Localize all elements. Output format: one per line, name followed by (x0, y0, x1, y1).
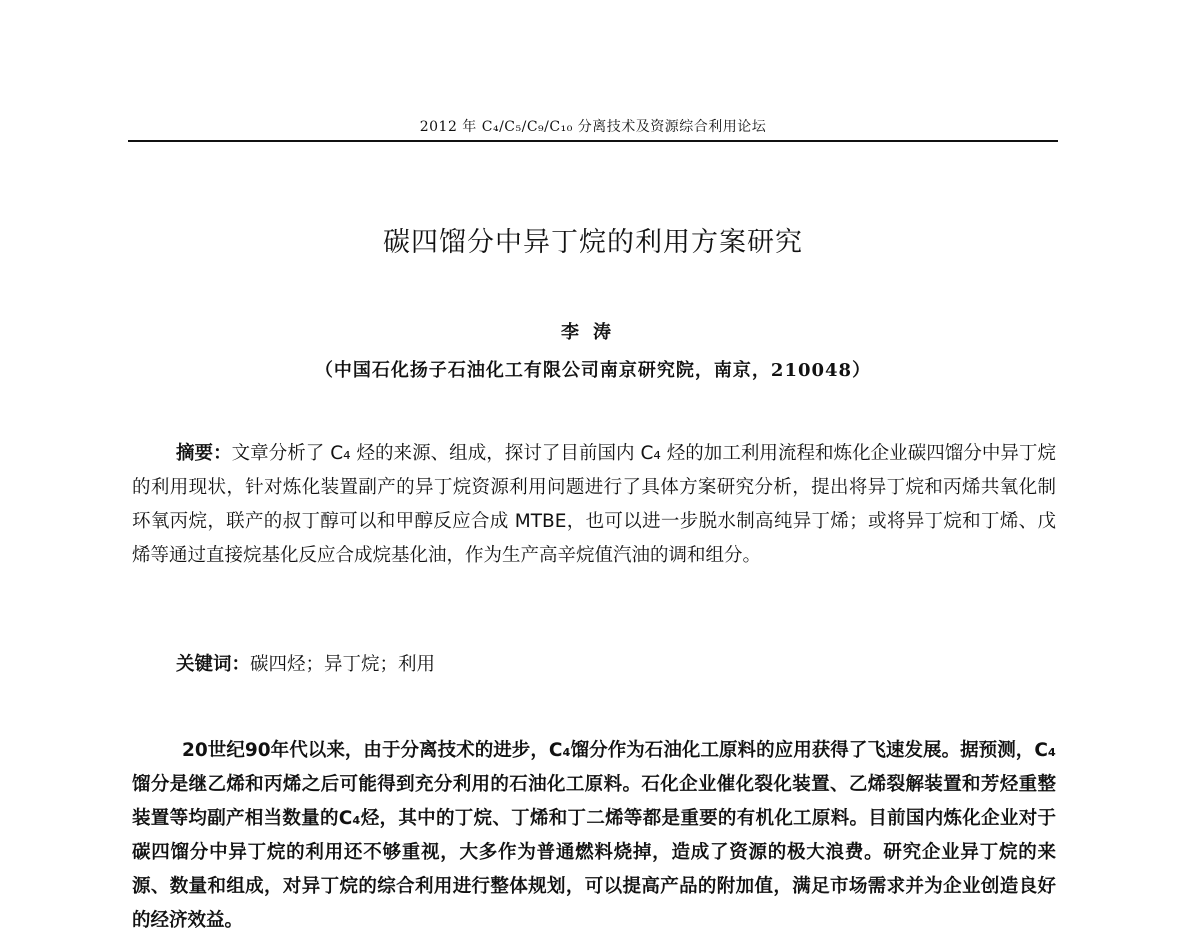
paper-title: 碳四馏分中异丁烷的利用方案研究 (383, 227, 803, 258)
running-header: 2012 年 C₄/C₅/C₉/C₁₀ 分离技术及资源综合利用论坛 (419, 119, 767, 135)
keywords-text: 碳四烃；异丁烷；利用 (250, 654, 436, 675)
author-affiliation: （中国石化扬子石油化工有限公司南京研究院，南京，210048） (314, 360, 872, 381)
keywords (132, 648, 1056, 682)
author-name: 李涛 (561, 322, 625, 343)
abstract (132, 437, 1056, 573)
keywords-label: 关键词： (176, 654, 251, 675)
abstract-text: 文章分析了 C₄ 烃的来源、组成，探讨了目前国内 C₄ 烃的加工利用流程和炼化企业碳四馏分中异丁烷的利用现状，针对炼化装置副产的异丁烷资源利用问题进行了具体方案研究分析，提出将异丁烷和丙烯共氧化制环氧丙烷，联产的叔丁醇可以和甲醇反应合成 MTBE，也可以进一步脱水制高纯异丁烯；或将异丁烷和丁烯、戊烯等通过直接烷基化反应合成烷基化油，作为生产高辛烷值汽油的调和组分。 (132, 443, 1056, 566)
header-rule (128, 140, 1058, 142)
body-paragraph: 20世纪90年代以来，由于分离技术的进步，C₄馏分作为石油化工原料的应用获得了飞速发展。据预测，C₄馏分是继乙烯和丙烯之后可能得到充分利用的石油化工原料。石化企业催化裂化装置、乙烯裂解装置和芳烃重整装置等均副产相当数量的C₄烃，其中的丁烷、丁烯和丁二烯等都是重要的有机化工原料。目前国内炼化企业对于碳四馏分中异丁烷的利用还不够重视，大多作为普通燃料烧掉，造成了资源的极大浪费。研究企业异丁烷的来源、数量和组成，对异丁烷的综合利用进行整体规划，可以提高产品的附加值，满足市场需求并为企业创造良好的经济效益。 (132, 740, 1056, 931)
abstract-label: 摘要： (176, 443, 232, 464)
